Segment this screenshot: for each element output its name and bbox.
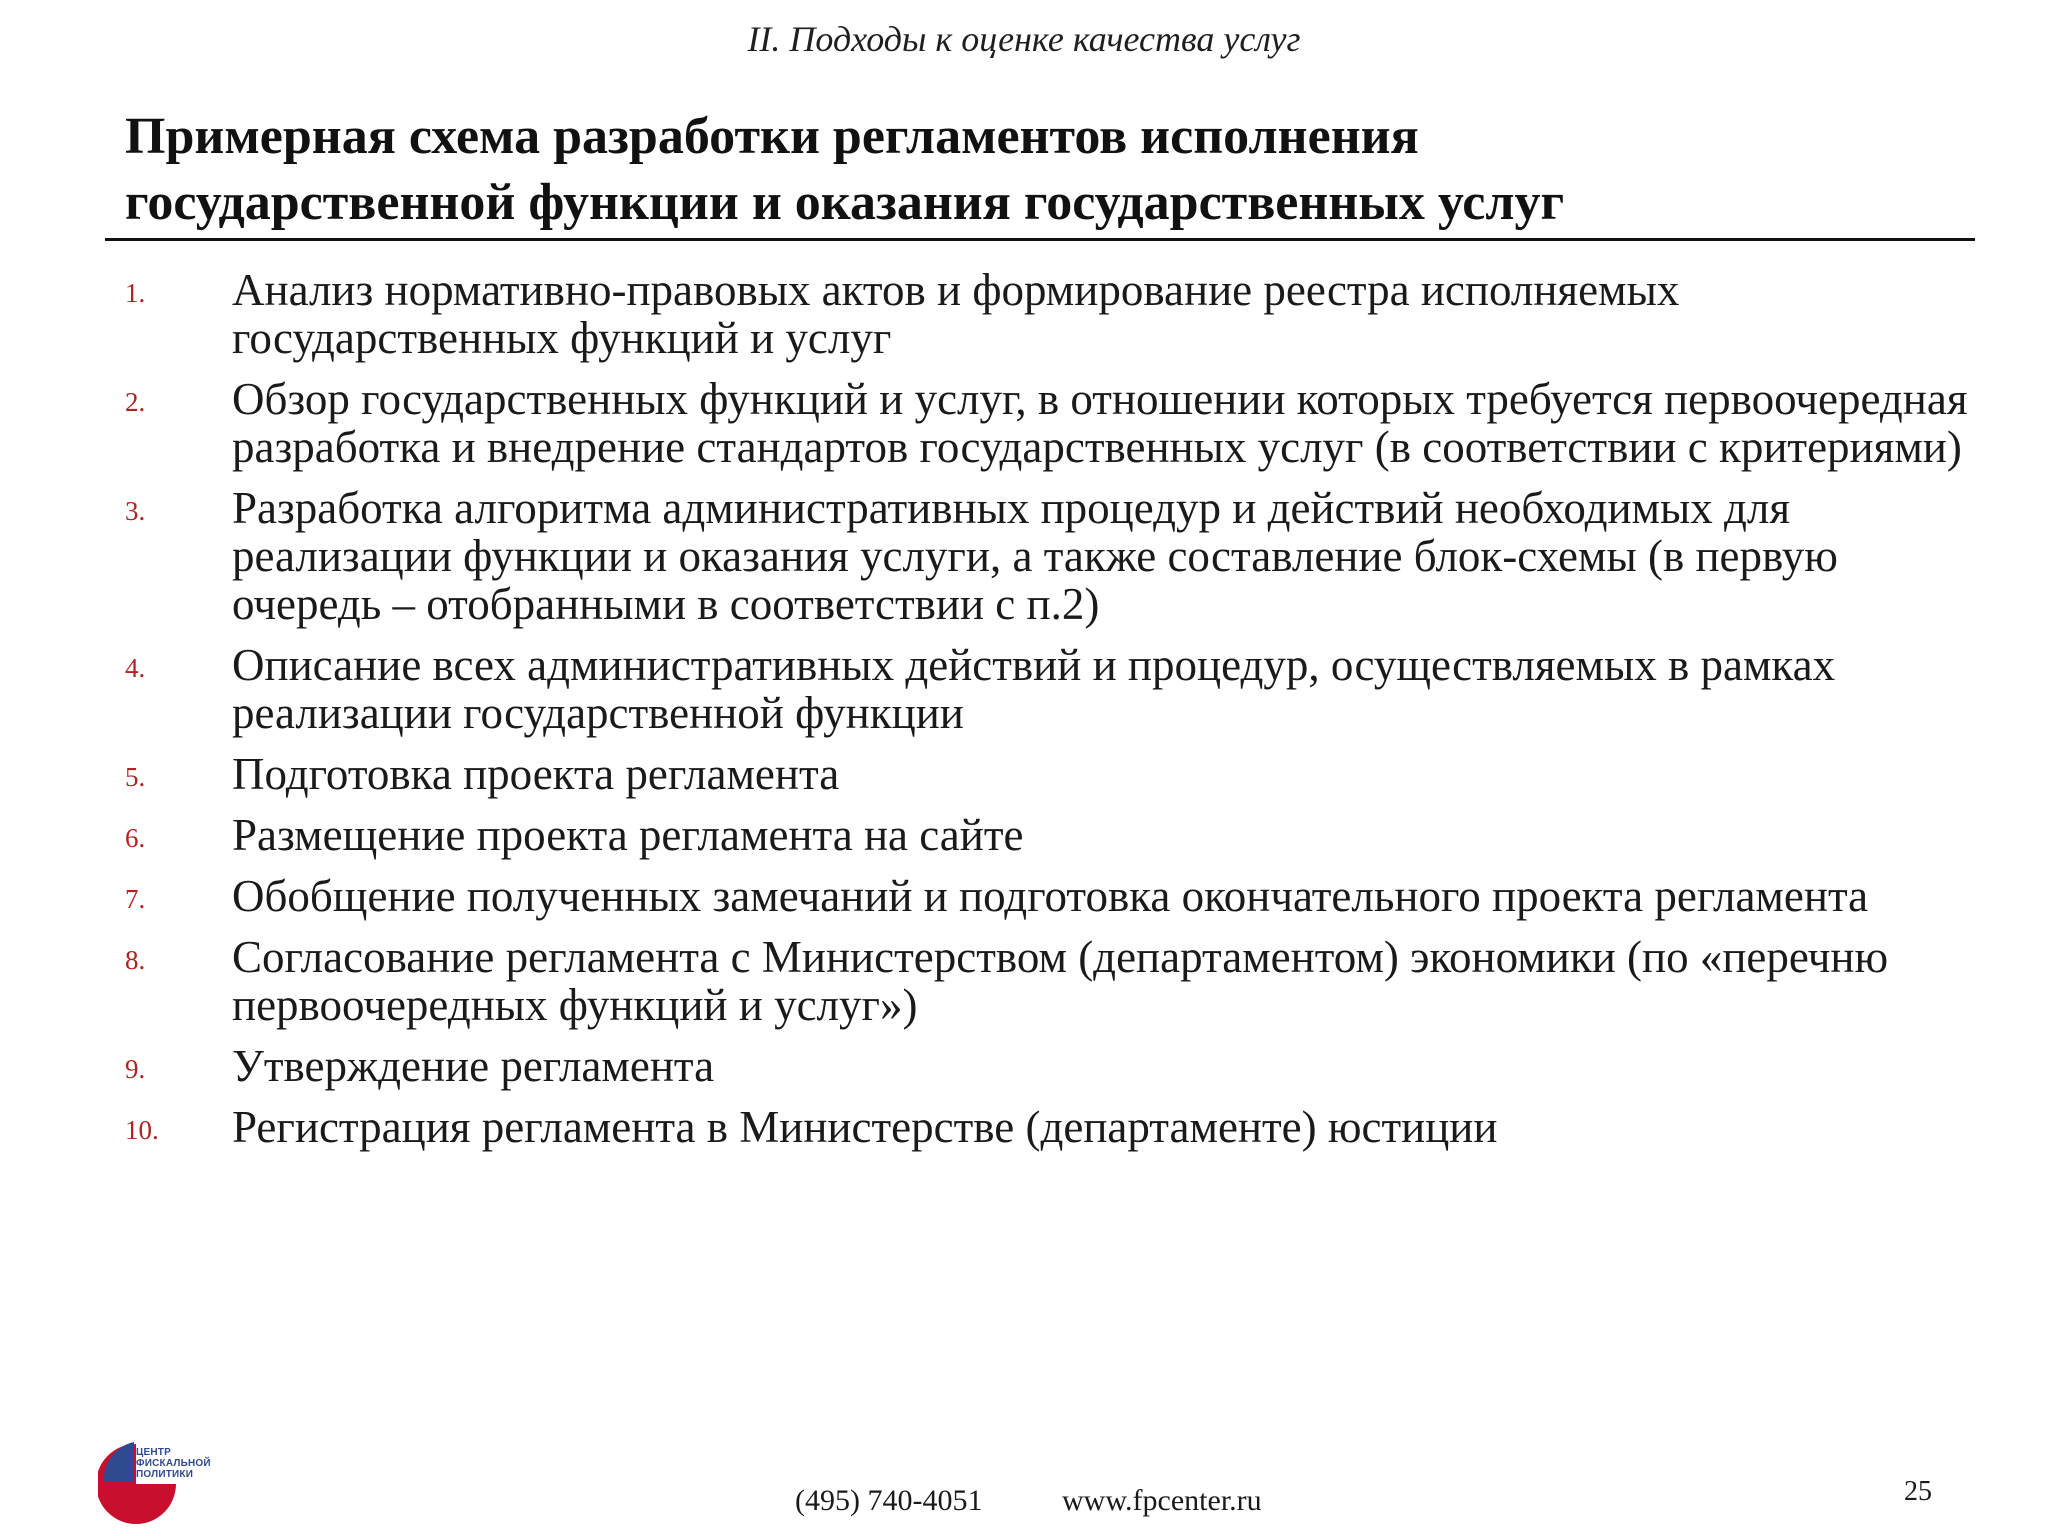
step-item bbox=[0, 1042, 2048, 1090]
step-number: 5. bbox=[125, 762, 146, 792]
slide-title-line1: Примерная схема разработки регламентов исполнения bbox=[125, 108, 1419, 165]
step-text: Обзор государственных функций и услуг, в отношении которых требуется первоочередная разработка и внедрение стандартов государственных услуг (в соответствии с критериями) bbox=[232, 374, 1968, 472]
step-number: 4. bbox=[125, 653, 146, 683]
step-text: Обобщение полученных замечаний и подготовка окончательного проекта регламента bbox=[232, 871, 1869, 921]
title-divider bbox=[105, 238, 1975, 241]
step-item bbox=[0, 811, 2048, 859]
logo-text-line2: ФИСКАЛЬНОЙ bbox=[136, 1458, 211, 1469]
step-number: 6. bbox=[125, 823, 146, 853]
step-number: 2. bbox=[125, 387, 146, 417]
step-item bbox=[0, 933, 2048, 1029]
step-text: Согласование регламента с Министерством (департаментом) экономики (по «перечню первоочередных функций и услуг») bbox=[232, 932, 1889, 1030]
logo-text bbox=[136, 1447, 211, 1480]
step-text: Подготовка проекта регламента bbox=[232, 749, 840, 799]
step-number: 1. bbox=[125, 278, 146, 308]
step-text: Описание всех административных действий и процедур, осуществляемых в рамках реализации государственной функции bbox=[232, 640, 1836, 738]
section-header: II. Подходы к оценке качества услуг bbox=[747, 19, 1301, 59]
step-number: 9. bbox=[125, 1054, 146, 1084]
step-number: 10. bbox=[125, 1115, 159, 1145]
step-text: Разработка алгоритма административных процедур и действий необходимых для реализации функции и оказания услуги, а также составление блок-схемы (в первую очередь – отобранными в соответствии с п.2) bbox=[232, 483, 1838, 629]
step-item bbox=[0, 375, 2048, 471]
step-text: Утверждение регламента bbox=[232, 1041, 715, 1091]
footer-phone: (495) 740-4051 bbox=[795, 1484, 983, 1517]
step-text: Анализ нормативно-правовых актов и формирование реестра исполняемых государственных функций и услуг bbox=[232, 265, 1680, 363]
slide-title-line2: государственной функции и оказания государственных услуг bbox=[125, 174, 1565, 231]
step-item bbox=[0, 484, 2048, 628]
step-item bbox=[0, 750, 2048, 798]
step-number: 3. bbox=[125, 496, 146, 526]
slide-title bbox=[125, 104, 1975, 236]
step-number: 7. bbox=[125, 884, 146, 914]
step-item bbox=[0, 872, 2048, 920]
footer-website[interactable]: www.fpcenter.ru bbox=[1062, 1484, 1262, 1517]
step-text: Размещение проекта регламента на сайте bbox=[232, 810, 1024, 860]
step-item bbox=[0, 641, 2048, 737]
step-text: Регистрация регламента в Министерстве (департаменте) юстиции bbox=[232, 1102, 1498, 1152]
step-number: 8. bbox=[125, 945, 146, 975]
steps-list bbox=[0, 266, 2048, 1164]
step-item bbox=[0, 266, 2048, 362]
page-number: 25 bbox=[1904, 1476, 1932, 1507]
step-item bbox=[0, 1103, 2048, 1151]
logo-text-line3: ПОЛИТИКИ bbox=[136, 1469, 194, 1480]
logo-text-line1: ЦЕНТР bbox=[136, 1447, 171, 1458]
